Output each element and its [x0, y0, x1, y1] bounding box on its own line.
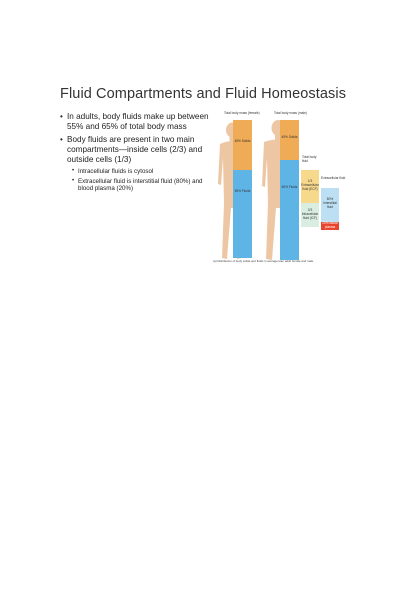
sub-bullet-list — [72, 168, 212, 193]
sub-bullet-item — [72, 168, 212, 176]
female-fluids-label: 55% Fluids — [234, 189, 251, 193]
female-solids-bar — [233, 120, 252, 170]
total-fluid-label: Total body fluid — [302, 155, 317, 163]
female-mass-label: Total body mass (female) — [224, 111, 260, 115]
bullet-item — [60, 112, 212, 132]
male-solids-bar — [280, 120, 299, 160]
bullet-text: Body fluids are present in two main compartments—inside cells (2/3) and outside cells (1/3) — [67, 135, 203, 164]
interstitial-bar — [321, 188, 339, 222]
sub-bullet-item — [72, 178, 212, 193]
icf-bar — [301, 203, 319, 227]
sub-bullet-text: Extracellular fluid is interstitial fluid (80%) and blood plasma (20%) — [78, 177, 203, 192]
female-fluids-bar — [233, 170, 252, 258]
figure-caption: (a) Distribution of body solids and fluids in average lean adult female and male — [213, 259, 314, 263]
ecf-label: 1/3 Extracellular fluid (ECF) — [301, 179, 319, 191]
male-mass-label: Total body mass (male) — [274, 111, 307, 115]
slide-title: Fluid Compartments and Fluid Homeostasis — [60, 86, 347, 102]
ecf-bar — [301, 170, 319, 203]
icf-label: 2/3 Intracellular fluid (ICF) — [301, 208, 319, 220]
bullet-item — [60, 135, 212, 165]
bullet-icon: • — [72, 168, 75, 174]
bullet-list — [60, 112, 212, 195]
extracellular-fluid-label: Extracellular fluid — [321, 176, 346, 180]
male-fluids-bar — [280, 160, 299, 260]
body-fluid-figure — [212, 108, 362, 268]
sub-bullet-text: Intracellular fluids is cytosol — [78, 168, 154, 175]
bullet-text: In adults, body fluids make up between 55% and 65% of total body mass — [67, 112, 209, 131]
bullet-icon: • — [60, 135, 63, 144]
male-fluids-label: 60% Fluids — [281, 185, 298, 189]
male-solids-label: 40% Solids — [281, 135, 298, 139]
bullet-icon: • — [60, 112, 63, 121]
plasma-bar — [321, 222, 339, 230]
female-solids-label: 45% Solids — [234, 139, 251, 143]
plasma-label: 20% Blood plasma — [322, 221, 338, 229]
interstitial-label: 80% Interstitial fluid — [323, 197, 337, 209]
bullet-icon: • — [72, 177, 75, 184]
